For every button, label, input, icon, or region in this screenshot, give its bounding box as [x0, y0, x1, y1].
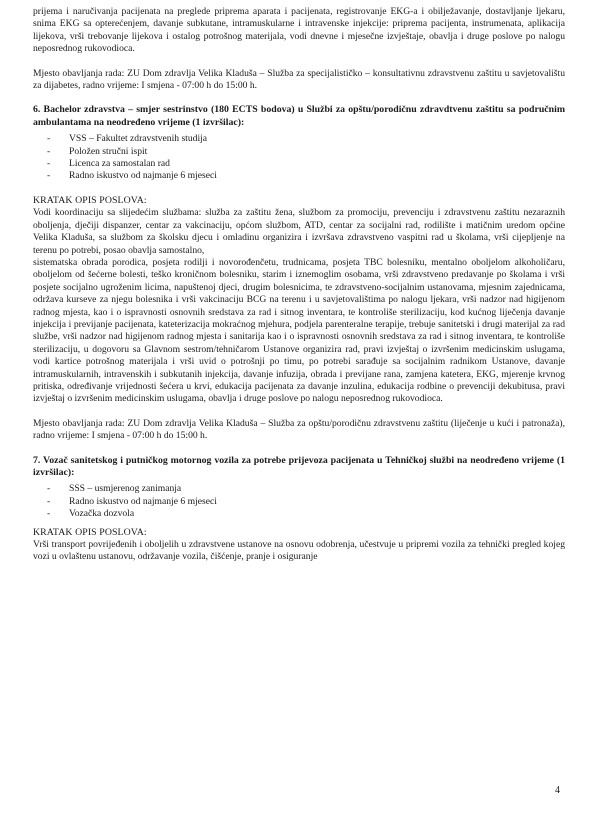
page-number: 4: [555, 785, 560, 796]
list-item: - Položen stručni ispit: [47, 145, 148, 157]
position-6-desc-title: KRATAK OPIS POSLOVA:: [33, 194, 147, 206]
list-item: - Radno iskustvo od najmanje 6 mjeseci: [47, 170, 217, 182]
location-paragraph-1: Mjesto obavljanja rada: ZU Dom zdravlja Velika Kladuša – Služba za specijalističko – konsultativnu zdravstvenu zaštitu u savjetovalištu za dijabetes, radno vrijeme: I smjena - 07:00 h do 15:00 h.: [33, 67, 565, 92]
document-page: [33, 6, 565, 564]
list-item: - Licenca za samostalan rad: [47, 158, 170, 170]
position-7-desc-title: KRATAK OPIS POSLOVA:: [33, 526, 147, 538]
list-item: - VSS – Fakultet zdravstvenih studija: [47, 133, 208, 145]
position-6-heading: 6. Bachelor zdravstva – smjer sestrinstvo (180 ECTS bodova) u Službi za opštu/porodičnu zdravdtvenu zaštitu sa područnim ambulantama na neodređeno vrijeme (1 izvršilac):: [33, 104, 565, 128]
position-7-desc-paragraph-1: Vrši transport povrijeđenih i oboljelih u zdravstvene ustanove na osnovu odobrenja, učestvuje u pripremi vozila za tehnički pregled kojeg vozi u ovlaštenu ustanovu, održavanje vozila, čišćenje, pranje i osiguranje: [33, 539, 565, 563]
position-6-desc-paragraph-1: Vodi koordinaciju sa slijedećim službama: služba za zaštitu žena, službom za promociju, prevenciju i zdravstvenu zaštitu nezaraznih oboljenja, dječiji dispanzer, centar za vakcinaciju, općom službom, ATD, centar za socijalni rad, rodilište i matičnim uredom općine Velika Kladuša, sa službom za školsku djecu i omladinu organizira i izvršava zdravstveno vaspitni rad u školama, vrši cijepljenje na terenu po potrebi, posao obavlja samostalno,: [33, 207, 565, 256]
list-item: - Vozačka dozvola: [47, 508, 135, 520]
position-7-heading: 7. Vozač sanitetskog i putničkog motornog vozila za potrebe prijevoza pacijenata u Tehničkoj službi na neodređeno vrijeme (1 izvršilac):: [33, 454, 565, 478]
position-6-location: Mjesto obavljanja rada: ZU Dom zdravlja Velika Kladuša – Služba za opštu/porodičnu zdravstvenu zaštitu (liječenje u kući i patronaža), radno vrijeme: I smjena - 07:00 h do 15:00 h.: [33, 417, 565, 442]
list-item: - Radno iskustvo od najmanje 6 mjeseci: [47, 495, 217, 507]
position-7-requirements: [47, 483, 565, 520]
intro-paragraph: prijema i naručivanja pacijenata na preglede priprema aparata i pacijenata, registrovanje EKG-a i obilježavanje, dostavljanje ljekaru, snima EKG sa opterećenjem, davanje subkutane, intramuskularne i intravenske injekcije: priprema pacijenta, instrumenata, aplikacija lijekova, vrši trebovanje lijekova i ostalog potrošnog materijala, vodi dnevne i mjesečne izvještaje, obavlja i druge poslove po nalogu neposrednog rukovodioca.: [33, 6, 565, 55]
list-item: - SSS – usmjerenog zanimanja: [47, 483, 182, 495]
position-6-desc-paragraph-2: sistematska obrada porodica, posjeta rodilji i novorođenčetu, trudnicama, posjeta TBC bolesniku, mentalno oboljelom alkoholičaru, oboljelom od šećerne bolesti, teško kroničnom bolesniku, starim i iznemoglim osobama, vrši zdravstveno predavanje po školama i vrši posjete socijalno ugroženim licima, napuštenoj djeci, drugim bolesnicima, te zdravstveno-socijalnim ustanovama, mjesnim zajednicama, održava kurseve za njegu bolesnika i vrši vakcinaciju BCG na terenu i u savjetovalištima po nalogu ljekara, vrši nadzor nad higijenom radnog mjesta, kao i o ispravnosti osnovnih sredstava za rad i sitnog inventara, te kontroliše sterilizaciju, kod kućnog liječenja davanje injekcija i previjanje pacijenata, kateterizacija mokraćnog mjehura, podjela parenteralne terapije, trebuje sanitetski i drugi materijal za rad službe, vrši nadzor nad higijenom radnog mjesta i sanitarija kao i o ispravnosti osnovnih sredstava za rad i sitnog inventara, te kontroliše sterilizaciju, u dogovoru sa Glavnom sestrom/tehničarom Ustanove organizira rad, pravi izvještaj o izvršenim medicinskim uslugama, vodi kartice potrošnog materijala i vrši uvid o potrošnji po timu, po potrebi sarađuje sa socijalnim radnikom Ustanove, davanje intramuskularnih, intravenskih i subkutanih injekcija, davanje infuzija, obrada i previjane rana, zamjena katetera, EKG, mjerenje krvnog pritiska, određivanje vrijednosti šećera u krvi, edukacija pacijenata za davanje inzulina, edukacija rodbine o prevenciji dekubitusa, pravi izvještaj o izvršenim medicinskim uslugama, obavlja i druge poslove po nalogu neposrednog rukovodioca.: [33, 256, 565, 405]
position-6-requirements: [47, 133, 565, 183]
